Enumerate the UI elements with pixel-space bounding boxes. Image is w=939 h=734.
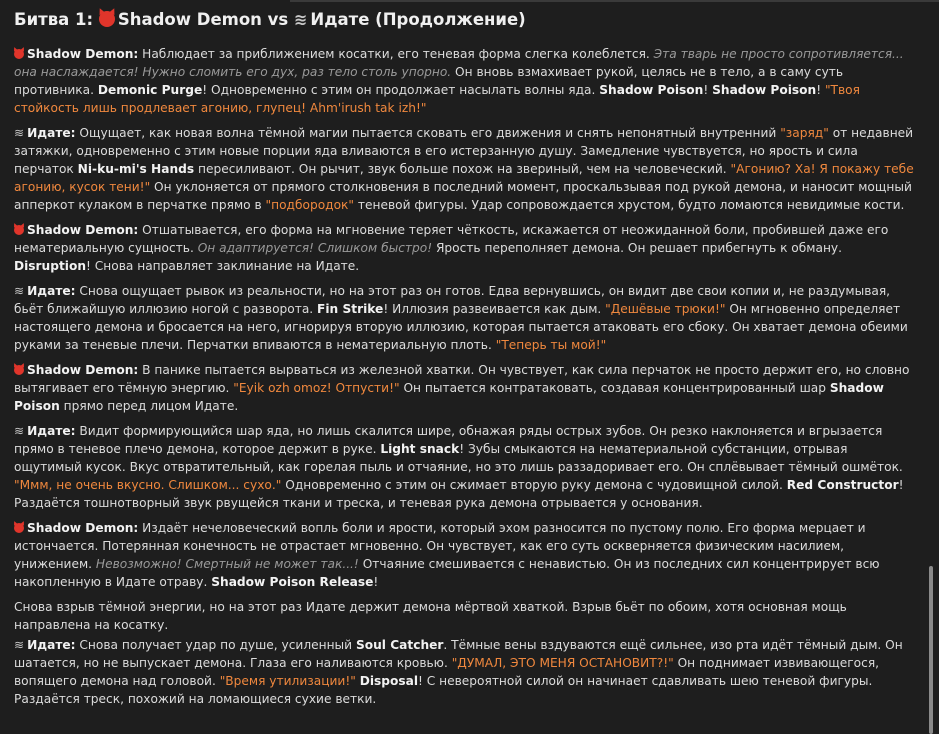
title-side1: Shadow Demon [117,10,262,29]
narration-text: Издаёт нечеловеческий вопль боли и ярости, который эхом разносится по пустому полю. Его форма мерцает и истончается. Потерянная конечность не отрастает мгновенно. Он чувствует, как его суть оскверняется физическим насилием, унижением. [14,521,866,571]
spoken-quote: "Дешёвые трюки!" [605,302,726,316]
narration-text: Ярость переполняет демона. Он решает прибегнуть к обману. [432,241,842,255]
top-divider [290,0,939,2]
bold-term: Идате: [27,424,76,438]
narration-text: ! [373,575,379,589]
narration-text: Наблюдает за приближением косатки, его теневая форма слегка колеблется. [138,47,654,61]
narration-text: Одновременно с этим он сжимает вторую руку демона с чудовищной силой. [281,478,787,492]
narration-text: Он мгновенно определяет настоящего демона и бросается на него, игнорируя вторую иллюзию, которая пытается атаковать его сбоку. Он хватает демона обеими руками за теневые плечи. Перчатки впиваются в нематериальную плоть. [14,302,908,352]
imp-devil-icon [14,523,24,533]
water-wave-icon: ≋ [14,638,25,652]
story-paragraph [14,282,919,354]
story-paragraph [14,124,919,214]
spoken-quote: "Ммм, не очень вкусно. Слишком... сухо." [14,478,282,492]
spoken-quote: "заряд" [780,126,829,140]
bold-term: Shadow Poison [14,381,884,413]
bold-term: Fin Strike [317,302,384,316]
narration-text: Он вновь взмахивает рукой, целясь не в тело, а в саму суть противника. [14,65,844,97]
narration-text: Он уклоняется от прямого столкновения в последний момент, проскальзывая под рукой демона, и наносит мощный апперкот кулаком в перчатке прямо в [14,180,912,212]
narration-text: Снова взрыв тёмной энергии, но на этот раз Идате держит демона мёртвой хваткой. Взрыв бьёт по обоим, хотя основная мощь направлена на косатку. [14,600,847,632]
bold-term: Shadow Poison [712,83,817,97]
narration-text: В панике пытается вырваться из железной хватки. Он чувствует, как сила перчаток не просто держит его, но словно вытягивает его тёмную энергию. [14,363,910,395]
narration-text: ! Раздаётся тошнотворный звук рвущейся ткани и треска, и теневая рука демона отрывается у основания. [14,478,904,510]
spoken-quote: "Eyik ozh omoz! Отпусти!" [233,381,400,395]
narration-text: Он пытается контратаковать, создавая концентрированный шар [399,381,830,395]
inner-thought: Он адаптируется! Слишком быстро! [197,241,433,255]
battle-title [14,8,919,32]
narration-text: ! Зубы смыкаются на нематериальной субстанции, отрывая ощутимый кусок. Вкус отвратительный, как горелая пыль и отчаяние, но это лишь раззадоривает его. Он сплёвывает тёмный ошмёток. [14,442,903,474]
narration-text: ! Снова направляет заклинание на Идате. [86,259,360,273]
bold-term: Light snack [380,442,460,456]
spoken-quote: "ДУМАЛ, ЭТО МЕНЯ ОСТАНОВИТ?!" [451,656,674,670]
scrollbar-thumb[interactable] [929,566,933,734]
story-paragraph [14,361,919,415]
bold-term: Идате: [27,126,76,140]
bold-term: Идате: [27,638,76,652]
narration-text: прямо перед лицом Идате. [59,399,239,413]
bold-term: Shadow Demon: [27,223,139,237]
spoken-quote: "Агонию? Ха! Я покажу тебе агонию, кусок тени!" [14,162,914,194]
narration-text: Он поднимает извивающегося, вопящего демона над головой. [14,656,880,688]
bold-term: Disposal [359,674,419,688]
spoken-quote: "Время утилизации!" [219,674,356,688]
bold-term: Red Constructor [786,478,899,492]
bold-term: Идате: [27,284,76,298]
narration-text: Отчаяние смешивается с ненавистью. Он из последних сил концентрирует всю накопленную в Идате отраву. [14,557,880,589]
spoken-quote: "Твоя стойкость лишь продлевает агонию, глупец! Ahm'irush tak izh!" [14,83,860,115]
bold-term: Shadow Demon: [27,521,139,535]
bold-term: Shadow Demon: [27,47,139,61]
narration-text: пересиливают. Он рычит, звук больше похож на звериный, чем на человеческий. [194,162,731,176]
narration-text: Снова ощущает рывок из реальности, но на этот раз он готов. Едва вернувшись, он видит две свои копии и, не раздумывая, бьёт ближайшую иллюзию ногой с разворота. [14,284,891,316]
title-vs: vs [267,10,289,29]
narration-text: Снова получает удар по душе, усиленный [75,638,356,652]
title-prefix: Битва 1: [14,10,94,29]
water-wave-icon: ≋ [294,10,308,29]
narration-text: ! Одновременно с этим он продолжает насылать волны яда. [202,83,600,97]
chat-message [14,8,919,715]
narration-text: от недавней затяжки, одновременно с этим новые порции яда вливаются в его истерзанную душу. Замедление чувствуется, но ярость и сила перчаток [14,126,914,176]
story-paragraph [14,422,919,512]
bold-term: Shadow Poison [599,83,704,97]
inner-thought: Эта тварь не просто сопротивляется... она наслаждается! Нужно сломить его дух, раз тело столь упорно. [14,47,904,79]
imp-devil-icon [99,11,115,27]
imp-devil-icon [14,365,24,375]
story-body [14,45,919,708]
narration-text: ! [816,83,825,97]
water-wave-icon: ≋ [14,284,25,298]
imp-devil-icon [14,49,24,59]
bold-term: Shadow Demon: [27,363,139,377]
imp-devil-icon [14,225,24,235]
spoken-quote: "Теперь ты мой!" [495,338,607,352]
bold-term: Soul Catcher [355,638,444,652]
story-paragraph [14,45,919,117]
narration-text: ! С невероятной силой он начинает сдавливать шею теневой фигуры. Раздаётся треск, похожий на ломающиеся сухие ветки. [14,674,873,706]
spoken-quote: "подбородок" [265,198,355,212]
story-paragraph [14,598,919,634]
narration-text: ! [703,83,713,97]
narration-text: ! Иллюзия развеивается как дым. [383,302,606,316]
scrollbar[interactable] [927,0,939,734]
water-wave-icon: ≋ [14,126,25,140]
story-paragraph [14,221,919,275]
bold-term: Ni-ku-mi's Hands [77,162,195,176]
narration-text: Видит формирующийся шар яда, но лишь скалится шире, обнажая ряды острых зубов. Он резко наклоняется и вгрызается прямо в теневое плечо демона, которое держит в руке. [14,424,883,456]
water-wave-icon: ≋ [14,424,25,438]
bold-term: Disruption [14,259,87,273]
bold-term: Demonic Purge [97,83,203,97]
narration-text: теневой фигуры. Удар сопровождается хрустом, будто ломаются невидимые кости. [354,198,905,212]
story-paragraph [14,636,919,708]
narration-text: Ощущает, как новая волна тёмной магии пытается сковать его движения и снять непонятный внутренний [75,126,781,140]
bold-term: Shadow Poison Release [211,575,374,589]
title-side2: Идате (Продолжение) [310,10,526,29]
inner-thought: Невозможно! Смертный не может так...! [95,557,359,571]
story-paragraph [14,519,919,591]
narration-text: . Тёмные вены вздуваются ещё сильнее, изо рта идёт тёмный дым. Он шатается, но не выпускает демона. Глаза его наливаются кровью. [14,638,903,670]
narration-text: Отшатывается, его форма на мгновение теряет чёткость, искажается от неожиданной боли, пробившей даже его нематериальную сущность. [14,223,889,255]
